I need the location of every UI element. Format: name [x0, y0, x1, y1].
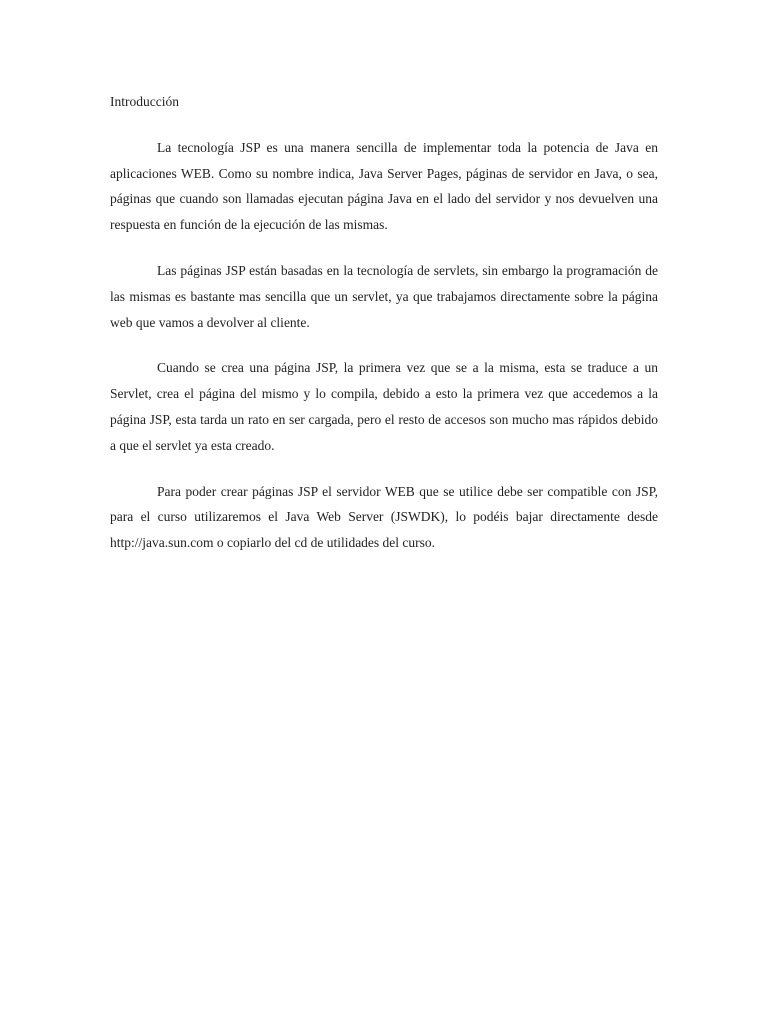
paragraph-3: Cuando se crea una página JSP, la primera vez que se a la misma, esta se traduce a un Servlet, crea el página del mismo y lo compila, debido a esto la primera vez que accedemos a la página JSP, esta tarda un rato en ser cargada, pero el resto de accesos son mucho mas rápidos debido a que el servlet ya esta creado.	[110, 360, 658, 453]
paragraph-1: La tecnología JSP es una manera sencilla de implementar toda la potencia de Java en aplicaciones WEB. Como su nombre indica, Java Server Pages, páginas de servidor en Java, o sea, páginas que cuando son llamadas ejecutan página Java en el lado del servidor y nos devuelven una respuesta en función de la ejecución de las mismas.	[110, 139, 658, 233]
document-body	[110, 89, 658, 576]
paragraph-4: Para poder crear páginas JSP el servidor WEB que se utilice debe ser compatible con JSP, para el curso utilizaremos el Java Web Server (JSWDK), lo podéis bajar directamente desde http://java.sun.com o copiarlo del cd de utilidades del curso.	[110, 483, 658, 551]
paragraph-2: Las páginas JSP están basadas en la tecnología de servlets, sin embargo la programación de las mismas es bastante mas sencilla que un servlet, ya que trabajamos directamente sobre la página web que vamos a devolver al cliente.	[110, 262, 658, 330]
section-heading: Introducción	[110, 94, 179, 109]
